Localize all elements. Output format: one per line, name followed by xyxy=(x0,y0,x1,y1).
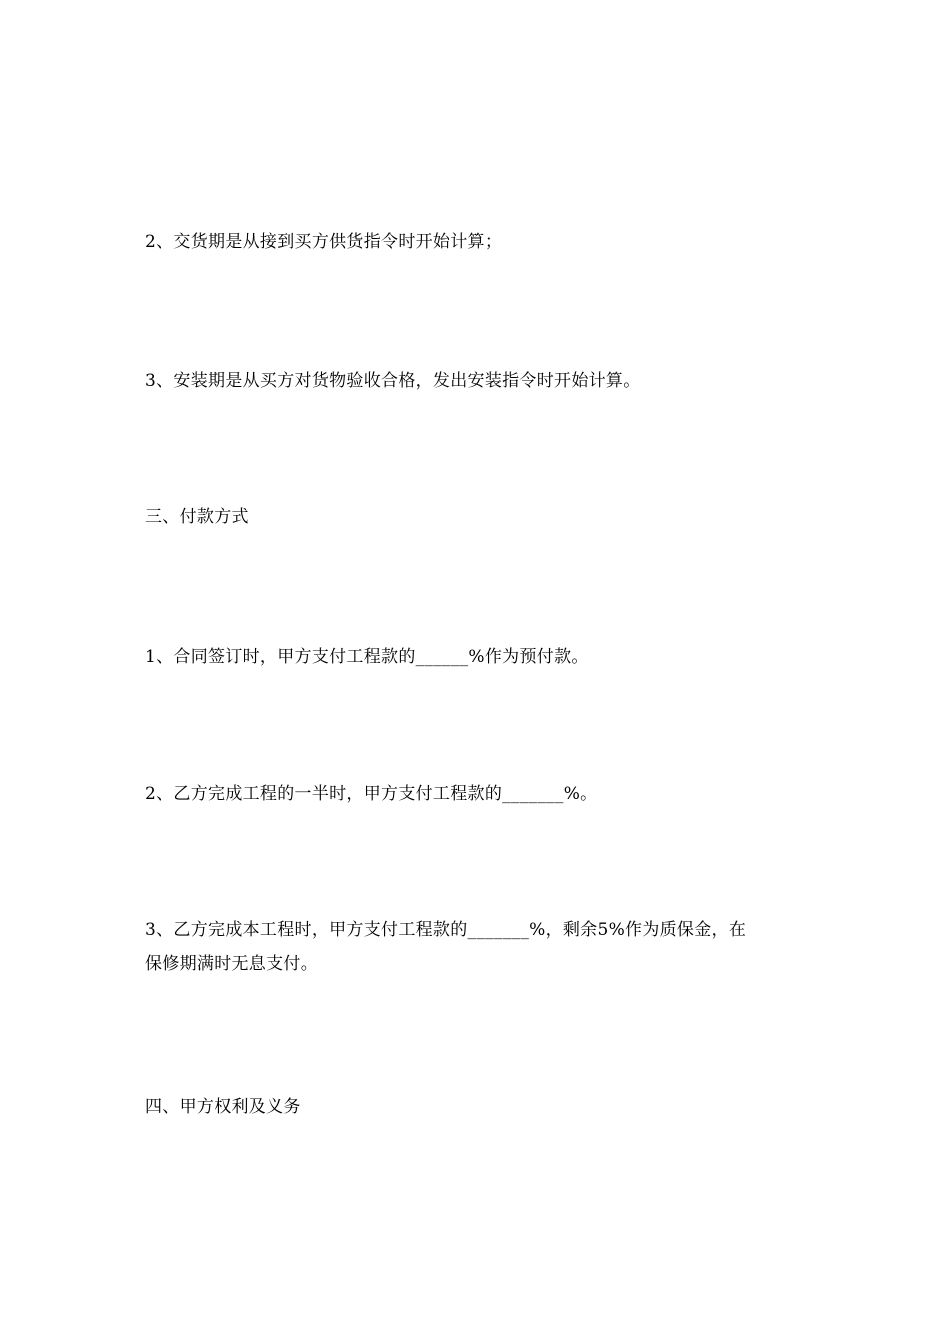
payment-clause-3-line-1: 3、乙方完成本工程时，甲方支付工程款的_______%，剩余5%作为质保金，在 xyxy=(145,920,747,940)
payment-clause-3 xyxy=(145,913,805,981)
payment-clause-3-line-2: 保修期满时无息支付。 xyxy=(145,954,318,974)
section-heading-party-a-rights: 四、甲方权利及义务 xyxy=(145,1097,301,1117)
delivery-period-clause: 2、交货期是从接到买方供货指令时开始计算； xyxy=(145,232,503,252)
payment-clause-2: 2、乙方完成工程的一半时，甲方支付工程款的_______%。 xyxy=(145,784,598,804)
section-heading-payment: 三、付款方式 xyxy=(145,507,249,527)
payment-clause-1: 1、合同签订时，甲方支付工程款的______%作为预付款。 xyxy=(145,647,589,667)
installation-period-clause: 3、安装期是从买方对货物验收合格，发出安装指令时开始计算。 xyxy=(145,371,641,391)
